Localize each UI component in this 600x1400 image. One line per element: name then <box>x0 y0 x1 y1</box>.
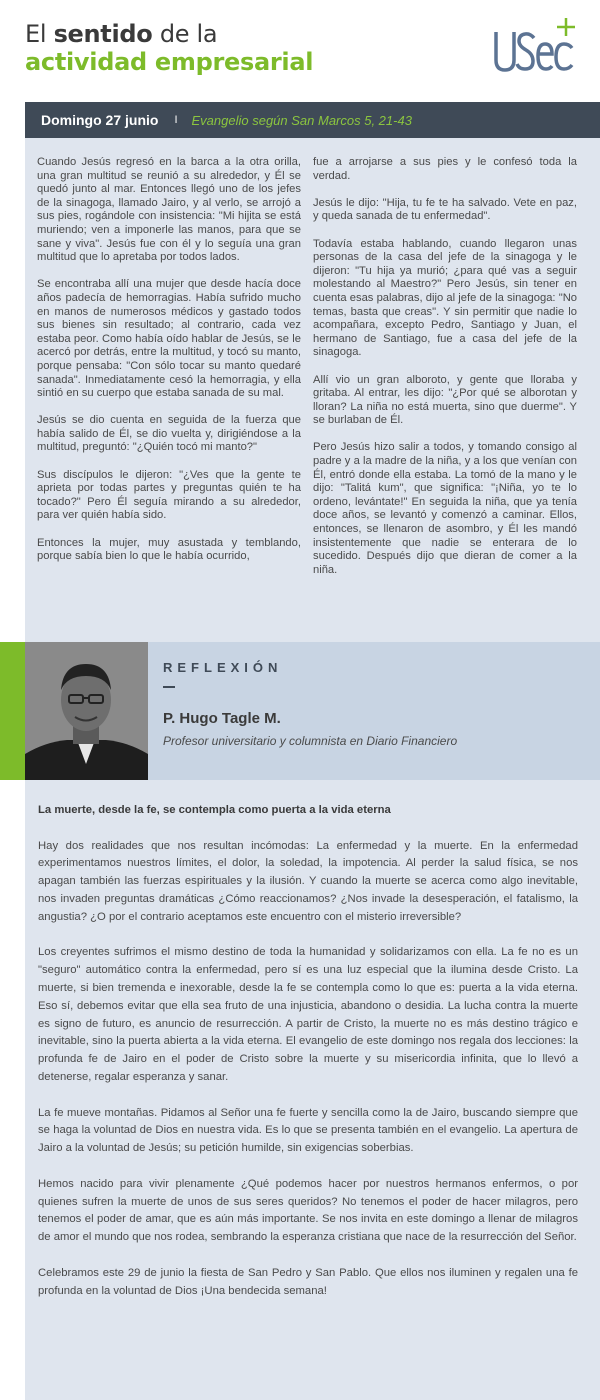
gospel-paragraph: Sus discípulos le dijeron: "¿Ves que la gente te aprieta por todas partes y preguntas quién te ha tocado?" Pero Él seguía mirando a su alrededor, para ver quién había sido. <box>37 468 301 522</box>
gospel-section <box>25 138 600 642</box>
essay-heading: La muerte, desde la fe, se contempla como puerta a la vida eterna <box>38 804 391 816</box>
gospel-paragraph: Allí vio un gran alboroto, y gente que lloraba y gritaba. Al entrar, les dijo: "¿Por qué se alborotan y lloran? La niña no está muerta, sino que duerme". Y se burlaban de Él. <box>313 373 577 427</box>
essay-paragraph: La fe mueve montañas. Pidamos al Señor una fe fuerte y sencilla como la de Jairo, buscando siempre que se haga la voluntad de Dios en nuestra vida. Es lo que se presenta también en el evangelio. La apertura de Jairo a la voluntad de Jesús; su petición humilde, sin exigencias soberbias. <box>38 1106 578 1155</box>
gospel-paragraph: Jesús le dijo: "Hija, tu fe te ha salvado. Vete en paz, y queda sanada de tu enfermedad". <box>313 196 577 223</box>
gospel-paragraph: Cuando Jesús regresó en la barca a la otra orilla, una gran multitud se reunió a su alrededor, y Él se quedó junto al mar. Entonces llegó uno de los jefes de la sinagoga, llamado Jairo, y al verlo, se arrojó a sus pies, rogándole con insistencia: "Mi hijita se está muriendo; ven a imponerle las manos, para que se sane y viva". Jesús fue con él y lo seguía una gran multitud que lo apretaba por todos lados. <box>37 156 301 264</box>
author-photo <box>25 642 148 780</box>
bar-separator: I <box>174 114 178 126</box>
gospel-paragraph: Pero Jesús hizo salir a todos, y tomando consigo al padre y a la madre de la niña, y a los que venían con Él, entró donde ella estaba. La tomó de la mano y le dijo: "Talitá kum", que significa: "¡Niña, yo te lo ordeno, levántate!" En seguida la niña, que ya tenía doce años, se levantó y comenzó a caminar. Ellos, entonces, se llenaron de asombro, y Él les mandó insistentemente que nadie se enterara de lo sucedido. Después dijo que dieran de comer a la niña. <box>313 441 577 576</box>
usec-logo <box>488 14 578 76</box>
essay-paragraph: Celebramos este 29 de junio la fiesta de San Pedro y San Pablo. Que ellos nos iluminen y regalen una fe profunda en la voluntad de Dios ¡Una bendecida semana! <box>38 1266 578 1297</box>
sunday-date: Domingo 27 junio <box>41 112 159 128</box>
essay-paragraph: Hay dos realidades que nos resultan incómodas: La enfermedad y la muerte. En la enfermedad experimentamos nuestros límites, el dolor, la soledad, la impotencia. Al perder la salud física, se nos apagan también las fuerzas espirituales y la ilusión. Y cuando la muerte se acerca como algo inevitable, nos invaden preguntas dramáticas ¿Cómo reaccionamos? ¿Nos invade la desesperación, el fatalismo, la angustia? ¿O por el contrario aceptamos este encuentro con el misterio irreversible? <box>38 839 578 923</box>
essay-paragraph: Los creyentes sufrimos el mismo destino de toda la humanidad y solidarizamos con ella. La fe no es un "seguro" automático contra la enfermedad, pero sí es una luz especial que la ilumina desde Cristo. La muerte, si bien tremenda e inexorable, desde la fe se contempla como lo que es: puerta a la vida eterna. Eso sí, debemos evitar que ella sea fruto de una injusticia, abandono o desidia. La lucha contra la muerte es signo de futuro, es anuncio de resurrección. A partir de Cristo, la muerte no es más destino trágico e inevitable, sino la puerta abierta a la vida eterna. El evangelio de este domingo nos regala dos lecciones: la profunda fe de Jairo en el poder de Cristo sobre la muerte y su misericordia infinita, que lo llevó a detenerse, regalar esperanza y sanar. <box>38 946 578 1083</box>
gospel-paragraph: Todavía estaba hablando, cuando llegaron unas personas de la casa del jefe de la sinagoga y le dijeron: "Tu hija ya murió; ¿para qué vas a seguir molestando al Maestro?" Pero Jesús, sin tener en cuenta esas palabras, dijo al jefe de la sinagoga: "No temas, basta que creas". Y sin permitir que nadie lo acompañara, excepto Pedro, Santiago y Juan, el hermano de Santiago, fue a casa del jefe de la sinagoga. <box>313 237 577 359</box>
gospel-paragraph: Se encontraba allí una mujer que desde hacía doce años padecía de hemorragias. Había sufrido mucho en manos de numerosos médicos y gastado todos sus bienes sin resultado; al contrario, cada vez estaba peor. Como había oído hablar de Jesús, se le acercó por detrás, entre la multitud, y tocó su manto, porque pensaba: "Con sólo tocar su manto quedaré sanada". Inmediatamente cesó la hemorragia, y ella sintió en su cuerpo que estaba sanada de su mal. <box>37 278 301 400</box>
author-role: Profesor universitario y columnista en Diario Financiero <box>163 734 458 748</box>
gospel-right-column <box>313 156 577 591</box>
accent-strip <box>0 642 25 780</box>
reflection-banner <box>0 642 600 780</box>
portrait-icon <box>25 642 148 780</box>
author-name: P. Hugo Tagle M. <box>163 710 281 727</box>
gospel-paragraph: Jesús se dio cuenta en seguida de la fuerza que había salido de Él, se dio vuelta y, dirigiéndose a la multitud, preguntó: "¿Quién tocó mi manto?" <box>37 414 301 454</box>
reflection-label: REFLEXIÓN <box>163 660 283 675</box>
reflection-essay <box>25 780 600 1400</box>
gospel-paragraph: fue a arrojarse a sus pies y le confesó toda la verdad. <box>313 156 577 182</box>
essay-paragraph: Hemos nacido para vivir plenamente ¿Qué podemos hacer por nuestros hermanos enfermos, o por quienes sufren la muerte de unos de sus seres queridos? No tenemos el poder de hacer milagros, pero tenemos el poder de amar, que es aún más importante. Se nos invita en este domingo a llenar de milagros de amor el mundo que nos rodea, sembrando la esperanza cristiana que nace de la resurrección del Señor. <box>38 1177 578 1244</box>
essay-body <box>38 802 578 1318</box>
gospel-paragraph: Entonces la mujer, muy asustada y temblando, porque sabía bien lo que le había ocurrido, <box>37 536 301 563</box>
page-header <box>0 0 600 100</box>
reflection-dash <box>163 686 175 688</box>
gospel-left-column <box>37 156 301 577</box>
date-bar <box>25 102 600 138</box>
title-line-1: El sentido de la <box>25 20 218 48</box>
gospel-reference: Evangelio según San Marcos 5, 21-43 <box>191 112 412 128</box>
title-line-2: actividad empresarial <box>25 48 314 76</box>
